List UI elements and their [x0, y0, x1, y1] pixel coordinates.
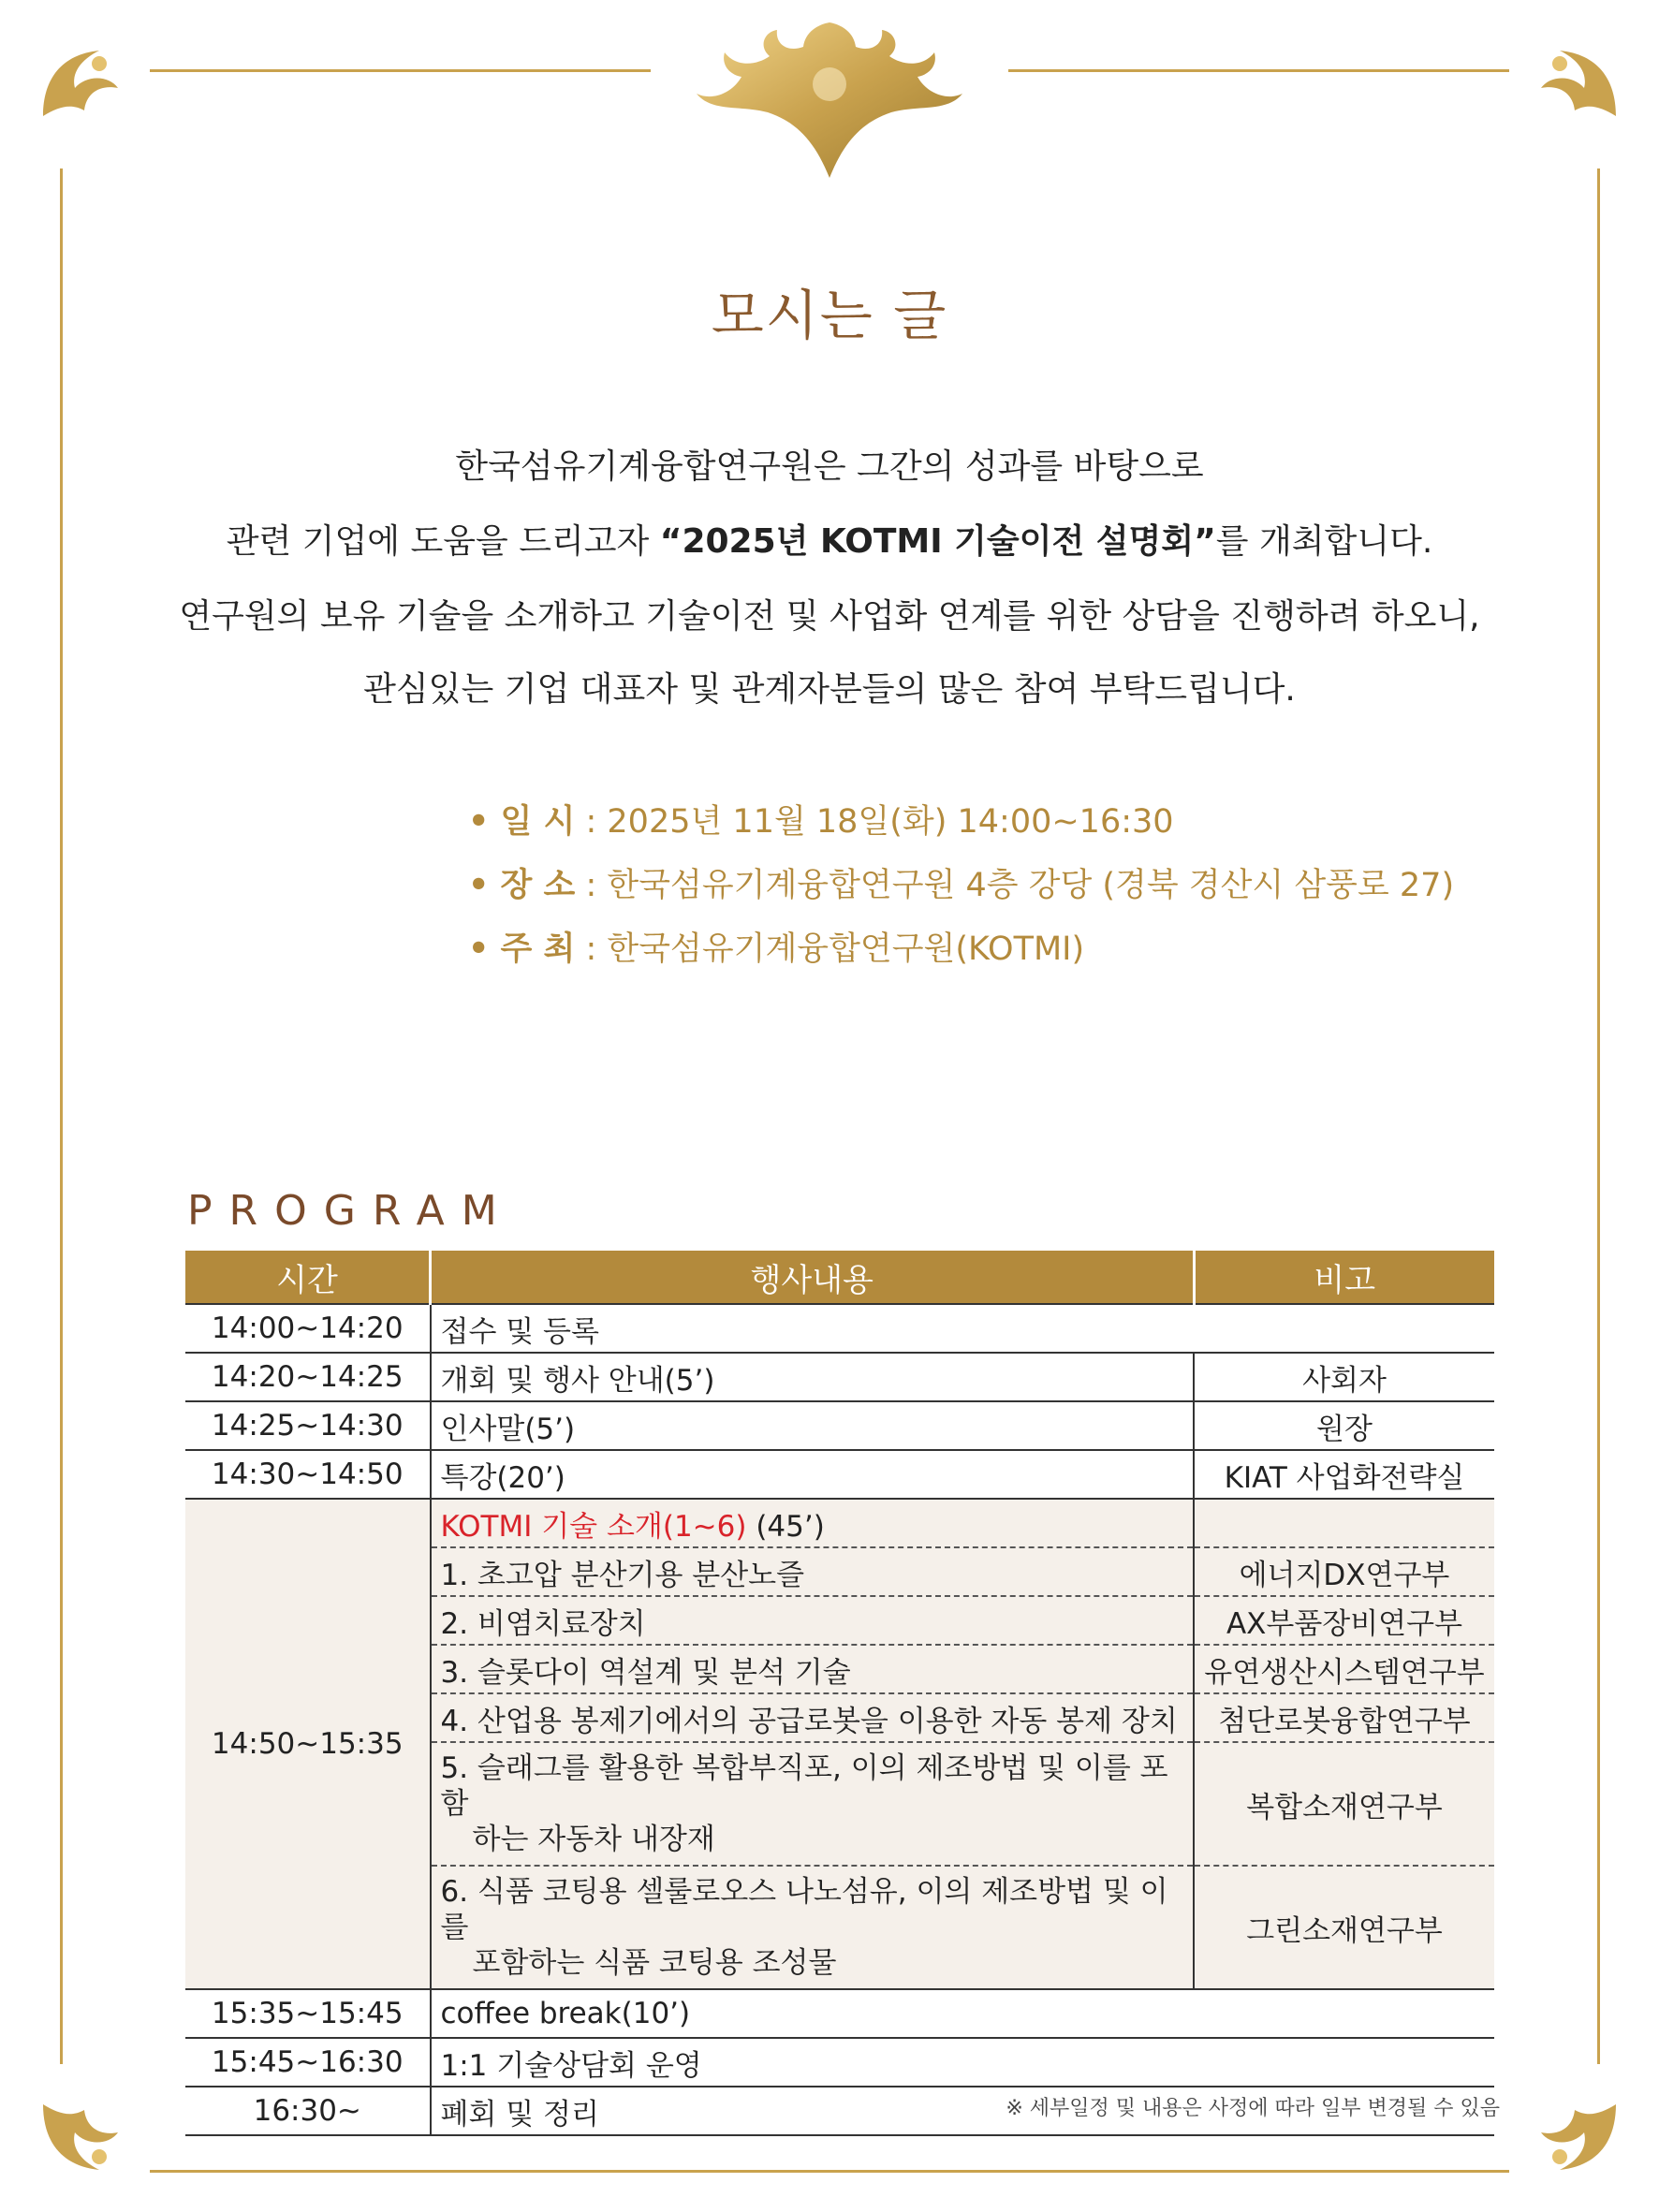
- row-content: [431, 1742, 1195, 1866]
- row-note: AX부품장비연구부: [1194, 1596, 1494, 1645]
- top-center-ornament-icon: [683, 19, 976, 183]
- corner-ornament-top-left-icon: [34, 41, 127, 125]
- row-time: 15:45~16:30: [185, 2038, 431, 2087]
- row-content: 2. 비염치료장치: [431, 1596, 1195, 1645]
- page-title: 모시는 글: [711, 284, 948, 347]
- intro-line-2-pre: 관련 기업에 도움을 드리고자: [226, 522, 660, 561]
- table-row: [185, 1989, 1494, 2038]
- row-content: 인사말(5’): [431, 1401, 1195, 1450]
- table-row: [185, 1450, 1494, 1499]
- info-place-label: • 장 소: [468, 867, 576, 904]
- table-header-row: [185, 1251, 1494, 1304]
- row-content-line-1: 6. 식품 코팅용 셀룰로오스 나노섬유, 이의 제조방법 및 이를: [440, 1875, 1168, 1944]
- header-note: 비고: [1194, 1251, 1494, 1304]
- footnote: ※ 세부일정 및 내용은 사정에 따라 일부 변경될 수 있음: [1006, 2097, 1500, 2120]
- row-note: [1194, 1499, 1494, 1547]
- frame-top-left-line: [150, 69, 651, 72]
- table-row: [185, 2038, 1494, 2087]
- row-time: 16:30~: [185, 2087, 431, 2135]
- row-time: 14:50~15:35: [185, 1499, 431, 1989]
- info-place: [468, 859, 1454, 906]
- corner-ornament-bottom-left-icon: [34, 2095, 127, 2179]
- row-content: 접수 및 등록: [431, 1304, 1495, 1353]
- row-note: 사회자: [1194, 1353, 1494, 1401]
- frame-top-right-line: [1008, 69, 1509, 72]
- info-host: [468, 923, 1084, 970]
- row-note: 에너지DX연구부: [1194, 1547, 1494, 1596]
- header-content: 행사내용: [431, 1251, 1195, 1304]
- row-note: 원장: [1194, 1401, 1494, 1450]
- row-note: 유연생산시스템연구부: [1194, 1645, 1494, 1693]
- intro-line-4: 관심있는 기업 대표자 및 관계자분들의 많은 참여 부탁드립니다.: [363, 670, 1296, 709]
- info-host-value: : 한국섬유기계융합연구원(KOTMI): [575, 930, 1085, 968]
- table-row: [185, 1353, 1494, 1401]
- row-time: 14:30~14:50: [185, 1450, 431, 1499]
- intro-line-3: 연구원의 보유 기술을 소개하고 기술이전 및 사업화 연계를 위한 상담을 진행하려 하오니,: [179, 597, 1480, 636]
- table-row: [185, 1304, 1494, 1353]
- tech-intro-title: KOTMI 기술 소개(1~6): [440, 1509, 747, 1544]
- program-table: [185, 1251, 1494, 2136]
- corner-ornament-top-right-icon: [1532, 41, 1625, 125]
- row-content: 개회 및 행사 안내(5’): [431, 1353, 1195, 1401]
- info-place-value: : 한국섬유기계융합연구원 4층 강당 (경북 경산시 삼풍로 27): [575, 867, 1455, 904]
- header-time: 시간: [185, 1251, 431, 1304]
- event-name: “2025년 KOTMI 기술이전 설명회”: [659, 522, 1216, 561]
- row-note: 그린소재연구부: [1194, 1866, 1494, 1989]
- row-content: 4. 산업용 봉제기에서의 공급로봇을 이용한 자동 봉제 장치: [431, 1693, 1195, 1742]
- corner-ornament-bottom-right-icon: [1532, 2095, 1625, 2179]
- frame-bottom-line: [150, 2170, 1509, 2173]
- row-content: 1. 초고압 분산기용 분산노즐: [431, 1547, 1195, 1596]
- intro-line-2-post: 를 개최합니다.: [1215, 522, 1433, 561]
- row-note: 복합소재연구부: [1194, 1742, 1494, 1866]
- info-date-label: • 일 시: [468, 803, 576, 841]
- info-host-label: • 주 최: [468, 930, 576, 968]
- row-time: 14:25~14:30: [185, 1401, 431, 1450]
- row-content: 특강(20’): [431, 1450, 1195, 1499]
- info-date-value: : 2025년 11월 18일(화) 14:00~16:30: [575, 803, 1174, 841]
- intro-line-2: [0, 515, 1659, 563]
- row-content: [431, 1866, 1195, 1989]
- table-row: [185, 1499, 1494, 1547]
- row-content: coffee break(10’): [431, 1989, 1495, 2038]
- tech-intro-duration: (45’): [746, 1509, 825, 1544]
- row-content: 1:1 기술상담회 운영: [431, 2038, 1495, 2087]
- row-time: 14:00~14:20: [185, 1304, 431, 1353]
- row-note: 첨단로봇융합연구부: [1194, 1693, 1494, 1742]
- row-time: 15:35~15:45: [185, 1989, 431, 2038]
- row-time: 14:20~14:25: [185, 1353, 431, 1401]
- intro-line-1: 한국섬유기계융합연구원은 그간의 성과를 바탕으로: [455, 447, 1204, 486]
- row-note: KIAT 사업화전략실: [1194, 1450, 1494, 1499]
- row-content-line-1: 5. 슬래그를 활용한 복합부직포, 이의 제조방법 및 이를 포함: [440, 1751, 1168, 1821]
- row-content-line-2: 하는 자동차 내장재: [472, 1823, 715, 1856]
- info-date: [468, 796, 1174, 842]
- row-content: [431, 1499, 1195, 1547]
- row-content: 3. 슬롯다이 역설계 및 분석 기술: [431, 1645, 1195, 1693]
- row-content-line-2: 포함하는 식품 코팅용 조성물: [472, 1946, 837, 1980]
- table-row: [185, 1401, 1494, 1450]
- row-content: 폐회 및 정리: [431, 2087, 1495, 2135]
- program-label: PROGRAM: [187, 1187, 514, 1235]
